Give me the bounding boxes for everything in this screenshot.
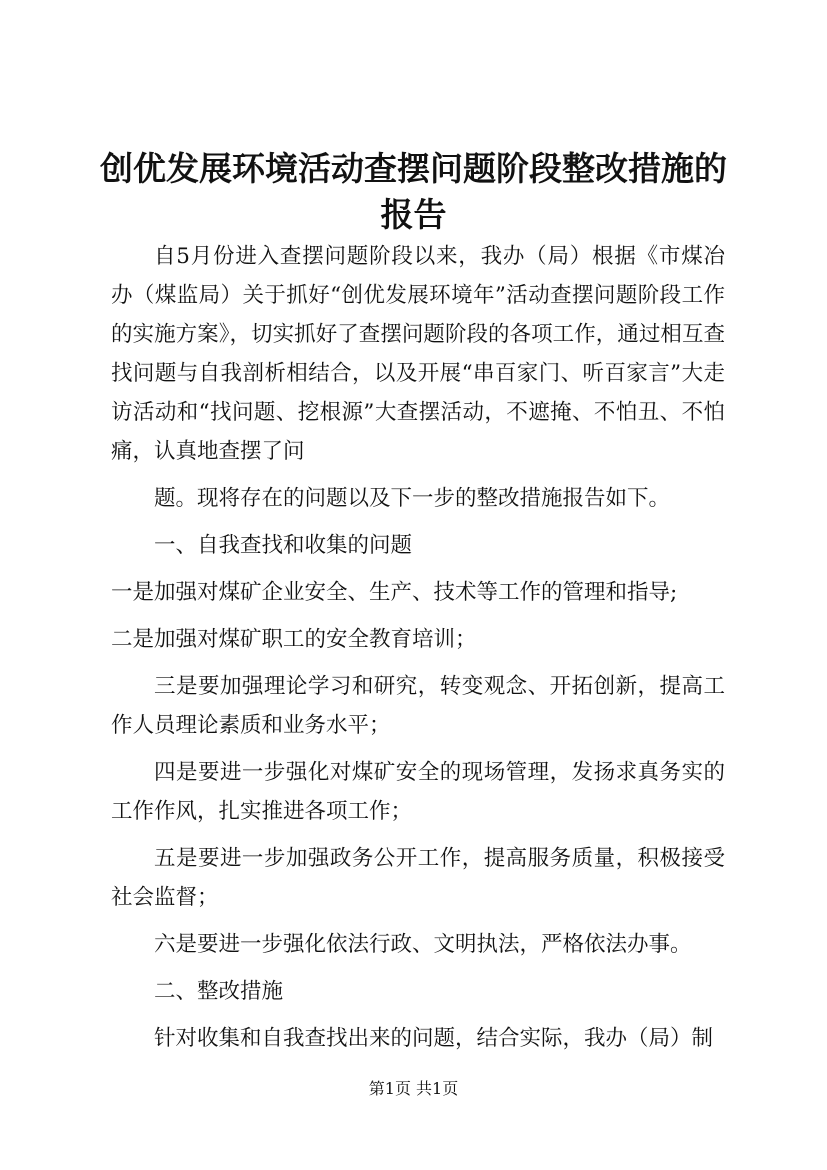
problem-item-2: 二是加强对煤矿职工的安全教育培训； bbox=[111, 627, 477, 652]
problem-item-5: 五是要进一步加强政务公开工作，提高服务质量，积极接受社会监督； bbox=[111, 846, 725, 910]
paragraph-measures-intro: 针对收集和自我查找出来的问题，结合实际，我办（局）制 bbox=[154, 1026, 714, 1051]
page-number-footer: 第1页 共1页 bbox=[368, 1079, 459, 1098]
problem-item-1: 一是加强对煤矿企业安全、生产、技术等工作的管理和指导; bbox=[111, 580, 678, 605]
section-heading-problems: 一、自我查找和收集的问题 bbox=[154, 533, 413, 558]
document-title: 创优发展环境活动查摆问题阶段整改措施的报告 bbox=[100, 149, 727, 234]
section-heading-measures: 二、整改措施 bbox=[154, 979, 284, 1004]
problem-item-3: 三是要加强理论学习和研究，转变观念、开拓创新，提高工作人员理论素质和业务水平； bbox=[111, 674, 725, 738]
paragraph-intro: 自5月份进入查摆问题阶段以来，我办（局）根据《市煤冶办（煤监局）关于抓好“创优发展环境年”活动查摆问题阶段工作的实施方案》，切实抓好了查摆问题阶段的各项工作，通过相互查找问题与自我剖析相结合，以及开展“串百家门、听百家言”大走访活动和“找问题、挖根源”大查摆活动，不遮掩、不怕丑、不怕痛，认真地查摆了问 bbox=[111, 244, 725, 464]
problem-item-6: 六是要进一步强化依法行政、文明执法，严格依法办事。 bbox=[154, 932, 692, 957]
paragraph-intro-continued: 题。现将存在的问题以及下一步的整改措施报告如下。 bbox=[154, 486, 671, 511]
document-body bbox=[111, 237, 725, 1066]
problem-item-4: 四是要进一步强化对煤矿安全的现场管理，发扬求真务实的工作作风，扎实推进各项工作； bbox=[111, 760, 725, 824]
